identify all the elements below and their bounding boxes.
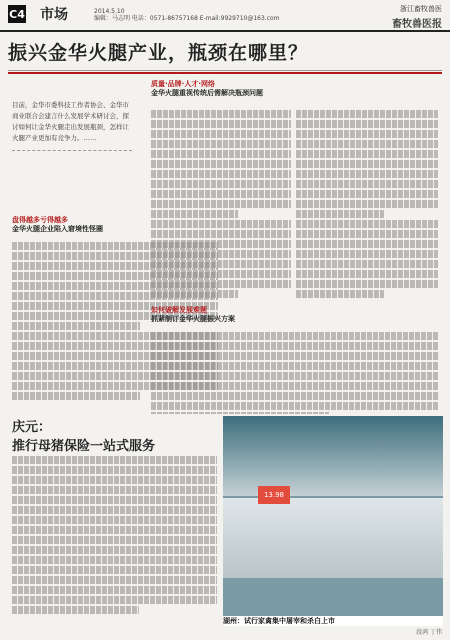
display-case — [223, 498, 443, 578]
rule — [8, 72, 442, 74]
shop-shelf — [223, 416, 443, 496]
right-body-text — [296, 108, 438, 303]
photo-note — [223, 626, 443, 636]
right-subhead — [151, 306, 311, 324]
paper-name: 浙江畜牧兽医 — [400, 5, 442, 13]
price-tag: 13.98 — [258, 486, 290, 504]
article-intro: 目前，金华市委科技工作者协会、金华市商业联合会建言什么发展学术研讨会，探讨如何让金华火腿走出发展瓶颈，怎样让火腿产业更加有竞争力。…… — [12, 100, 132, 151]
right-subhead-line-2: 抓紧制订金华火腿振兴方案 — [151, 315, 235, 323]
page-header — [0, 0, 450, 32]
section-name: 市场 — [40, 7, 68, 23]
middle-subhead — [151, 80, 271, 98]
middle-subhead-line-2: 金华火腿重视传统后需解决瓶颈问题 — [151, 89, 263, 97]
market-photo — [223, 416, 443, 616]
bottom-left-title-line-1: 庆元： — [12, 420, 52, 435]
paper-logo: 畜牧兽医报 — [392, 19, 442, 30]
author: 段鸿 丁伟 — [416, 629, 442, 636]
left-subhead — [12, 216, 147, 234]
middle-body-text — [151, 108, 291, 303]
middle-subhead-line-1: 质量·品牌·人才·网络 — [151, 80, 215, 88]
date: 2014.5.10 — [94, 8, 125, 15]
main-headline: 振兴金华火腿产业，瓶颈在哪里？ — [8, 38, 442, 71]
bottom-left-text — [12, 454, 217, 626]
lower-body-text — [151, 330, 438, 414]
bottom-left-title — [12, 416, 155, 454]
contact: 编辑：马志明 电话：0571-86757168 E-mail:9929710@163.com — [94, 15, 280, 22]
section-code-box: C4 — [8, 5, 26, 23]
left-subhead-line-1: 盘得越多亏得越多 — [12, 216, 68, 224]
left-subhead-line-2: 金华火腿企业陷入窘境性怪圈 — [12, 225, 103, 233]
photo-caption: 湖州：试行家禽集中屠宰和杀白上市 — [223, 616, 443, 626]
bottom-left-title-line-2: 推行母猪保险一站式服务 — [12, 439, 156, 454]
header-meta — [94, 8, 280, 22]
right-subhead-line-1: 如何破解发展难题 — [151, 306, 207, 314]
